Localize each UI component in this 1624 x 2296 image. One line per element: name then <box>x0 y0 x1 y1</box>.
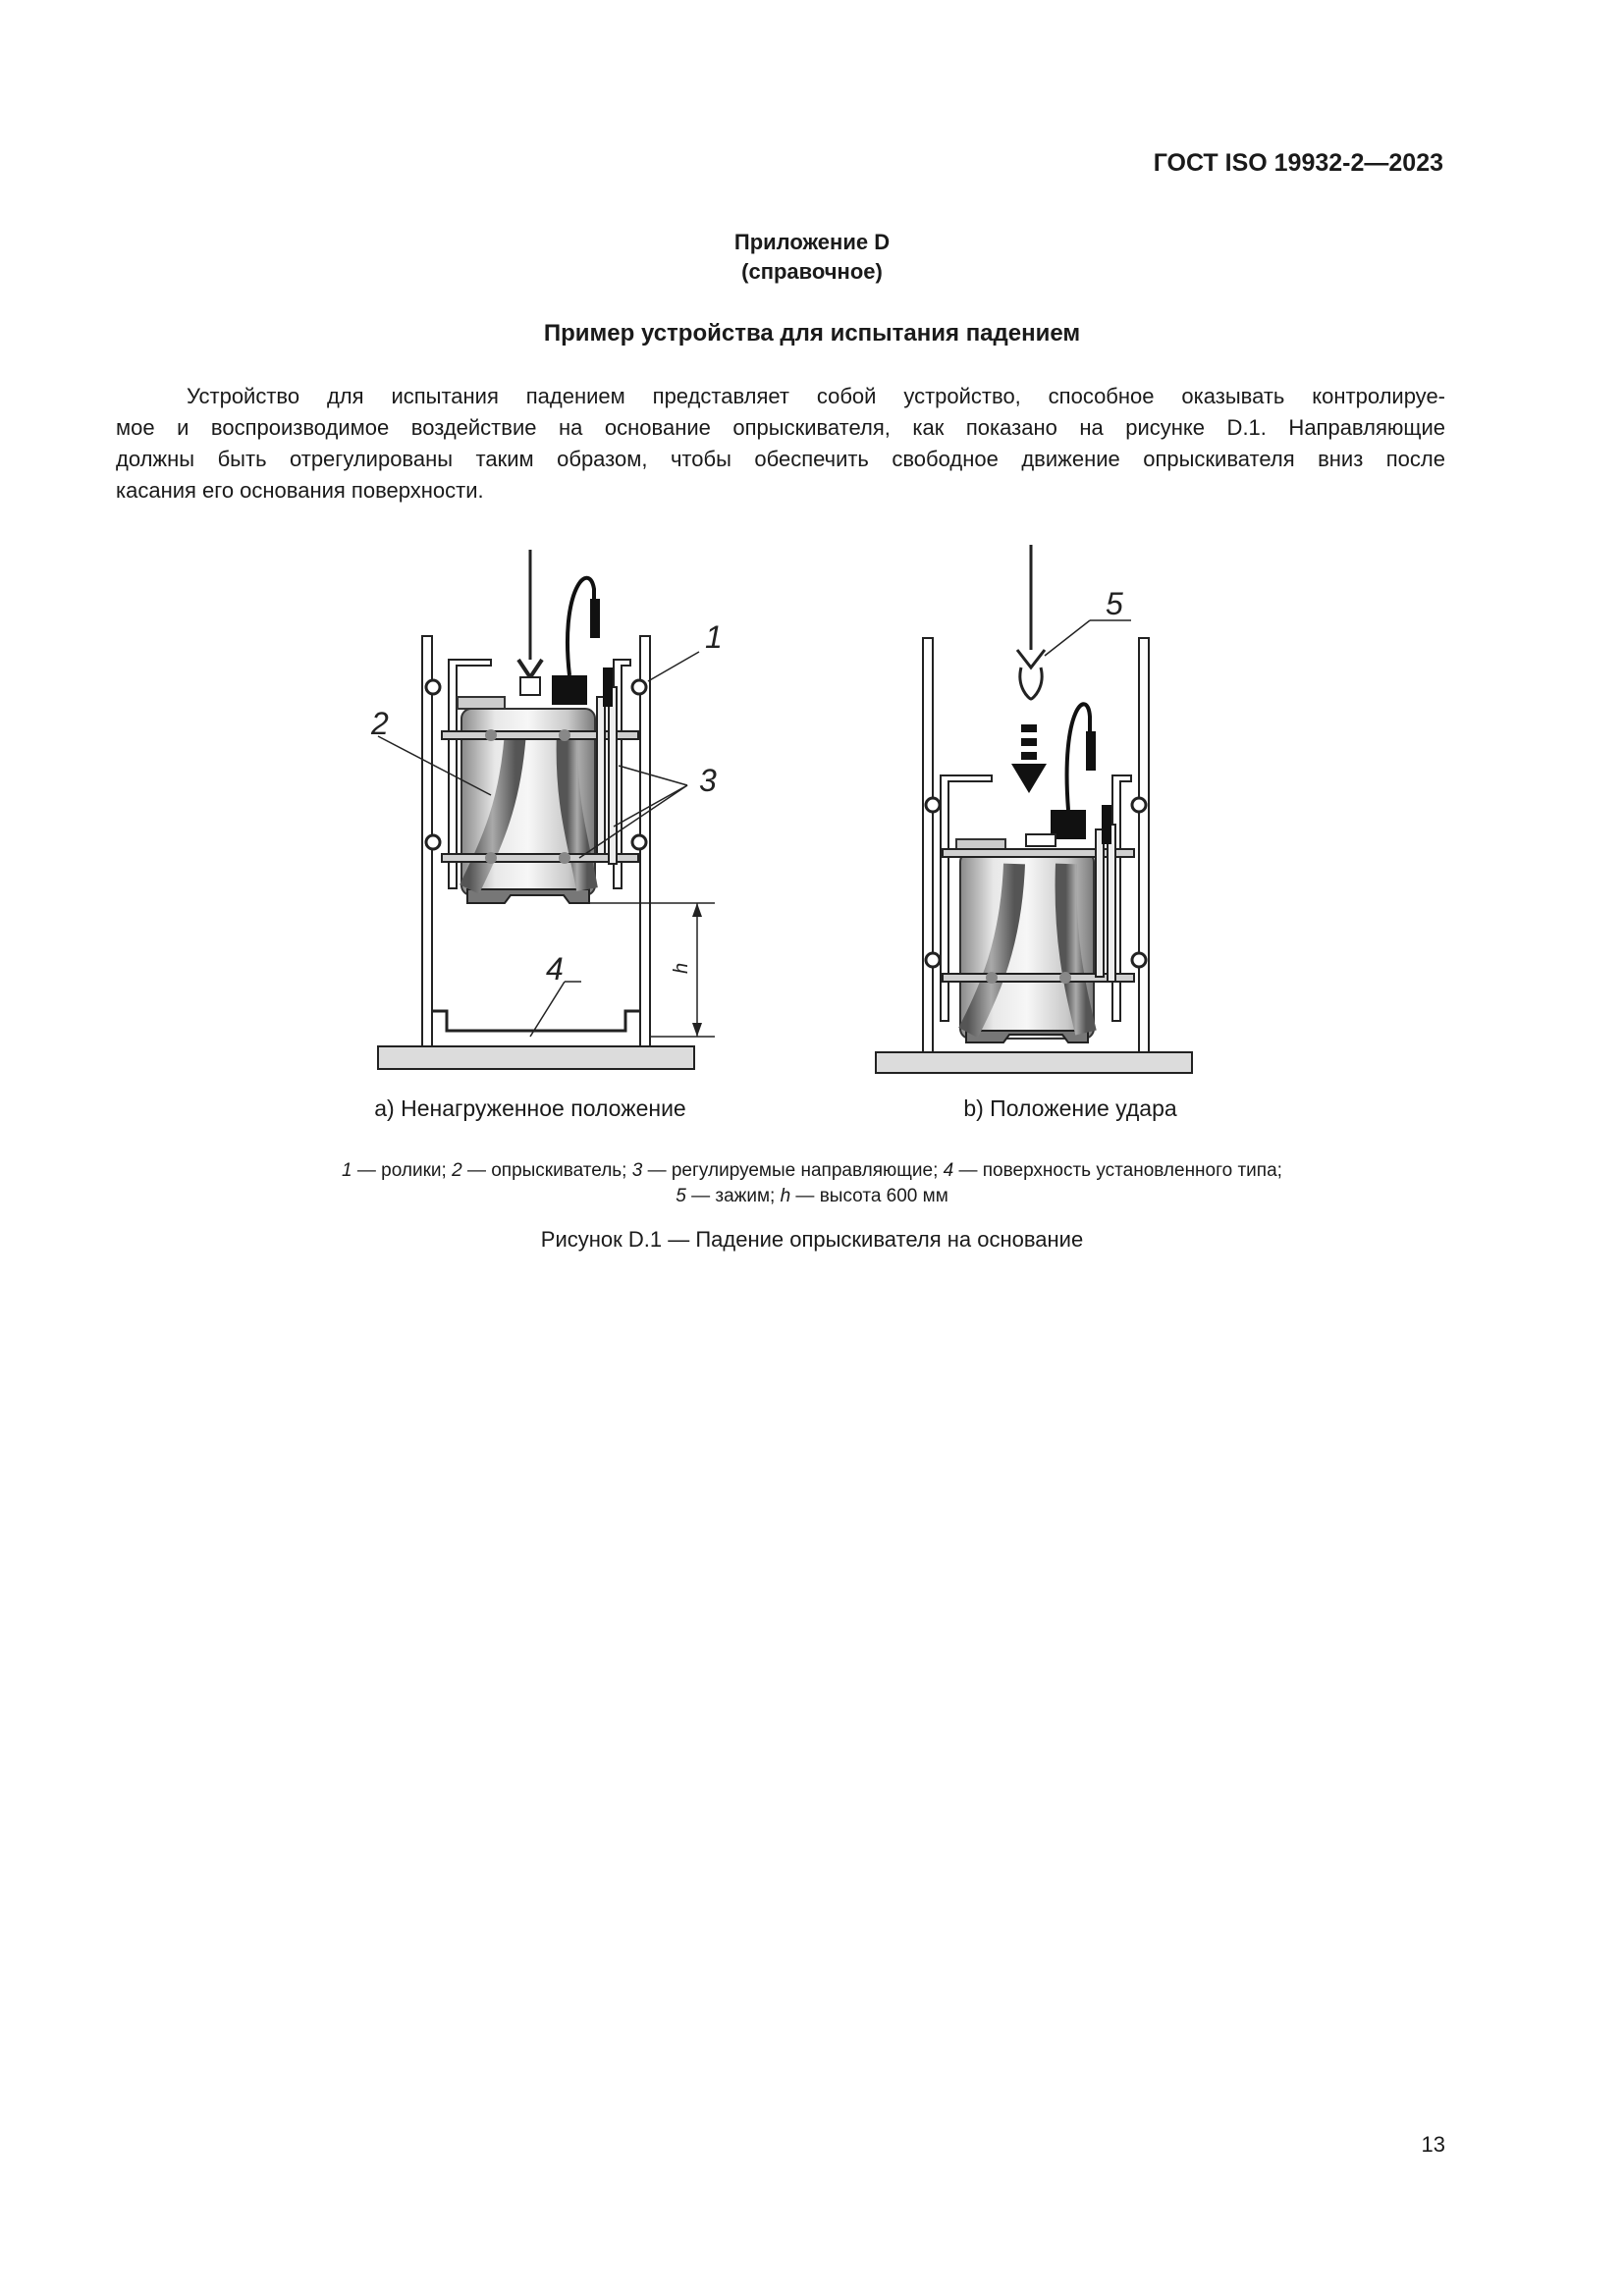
roller-icon <box>426 680 440 694</box>
roller-icon <box>426 835 440 849</box>
body-line: должны быть отрегулированы таким образом, чтобы обеспечить свободное движение опрыскивателя вниз после <box>116 447 1445 471</box>
clamp-icon <box>1017 650 1045 699</box>
base-surface-b <box>876 1052 1192 1073</box>
legend-text: — зажим; <box>685 1186 781 1206</box>
legend-line <box>0 1184 1624 1209</box>
callout-3: 3 <box>699 763 717 798</box>
caption-view-a: а) Ненагруженное положение <box>374 1095 686 1121</box>
annex-kind: (справочное) <box>741 259 883 284</box>
view-b-impact <box>876 545 1192 1073</box>
document-code: ГОСТ ISO 19932-2—2023 <box>1153 149 1443 177</box>
legend-text: — регулируемые направляющие; <box>642 1160 944 1181</box>
legend-text: — опрыскиватель; <box>461 1160 632 1181</box>
body-line: мое и воспроизводимое воздействие на основание опрыскивателя, как показано на рисунке D.1. Направляющие <box>116 415 1445 440</box>
figure-drop-test-apparatus <box>0 530 1624 1099</box>
view-a-unloaded <box>370 550 723 1069</box>
legend-text: — высота 600 мм <box>790 1186 948 1206</box>
legend-num: 1 <box>342 1160 352 1181</box>
callout-2: 2 <box>371 706 389 741</box>
legend-num: 5 <box>676 1186 686 1206</box>
legend-num: 3 <box>631 1160 643 1181</box>
caption-view-b: b) Положение удара <box>963 1095 1177 1121</box>
roller-icon <box>926 953 940 967</box>
legend-text: — ролики; <box>352 1160 453 1181</box>
annex-name: Приложение D <box>733 230 891 254</box>
body-line: касания его основания поверхности. <box>116 478 484 503</box>
roller-icon <box>926 798 940 812</box>
callout-1: 1 <box>705 619 723 655</box>
roller-icon <box>632 835 646 849</box>
legend-line <box>0 1158 1624 1184</box>
legend-num: 4 <box>943 1160 954 1181</box>
annex-heading <box>0 228 1624 287</box>
roller-icon <box>1132 798 1146 812</box>
legend-num: 2 <box>452 1160 462 1181</box>
body-paragraph <box>116 381 1445 507</box>
base-surface-a <box>378 1046 694 1069</box>
figure-title: Рисунок D.1 — Падение опрыскивателя на основание <box>540 1227 1084 1252</box>
figure-legend <box>0 1158 1624 1209</box>
body-line: Устройство для испытания падением представляет собой устройство, способное оказывать контролируе- <box>187 384 1445 408</box>
roller-icon <box>1132 953 1146 967</box>
callout-h: h <box>671 962 692 974</box>
roller-icon <box>632 680 646 694</box>
callout-5: 5 <box>1106 586 1123 621</box>
page-number: 13 <box>1421 2132 1445 2157</box>
legend-text: — поверхность установленного типа; <box>953 1160 1282 1181</box>
callout-4: 4 <box>546 951 564 987</box>
legend-num: h <box>780 1186 791 1206</box>
drop-arrow-icon <box>1011 724 1047 793</box>
section-title: Пример устройства для испытания падением <box>543 320 1081 347</box>
